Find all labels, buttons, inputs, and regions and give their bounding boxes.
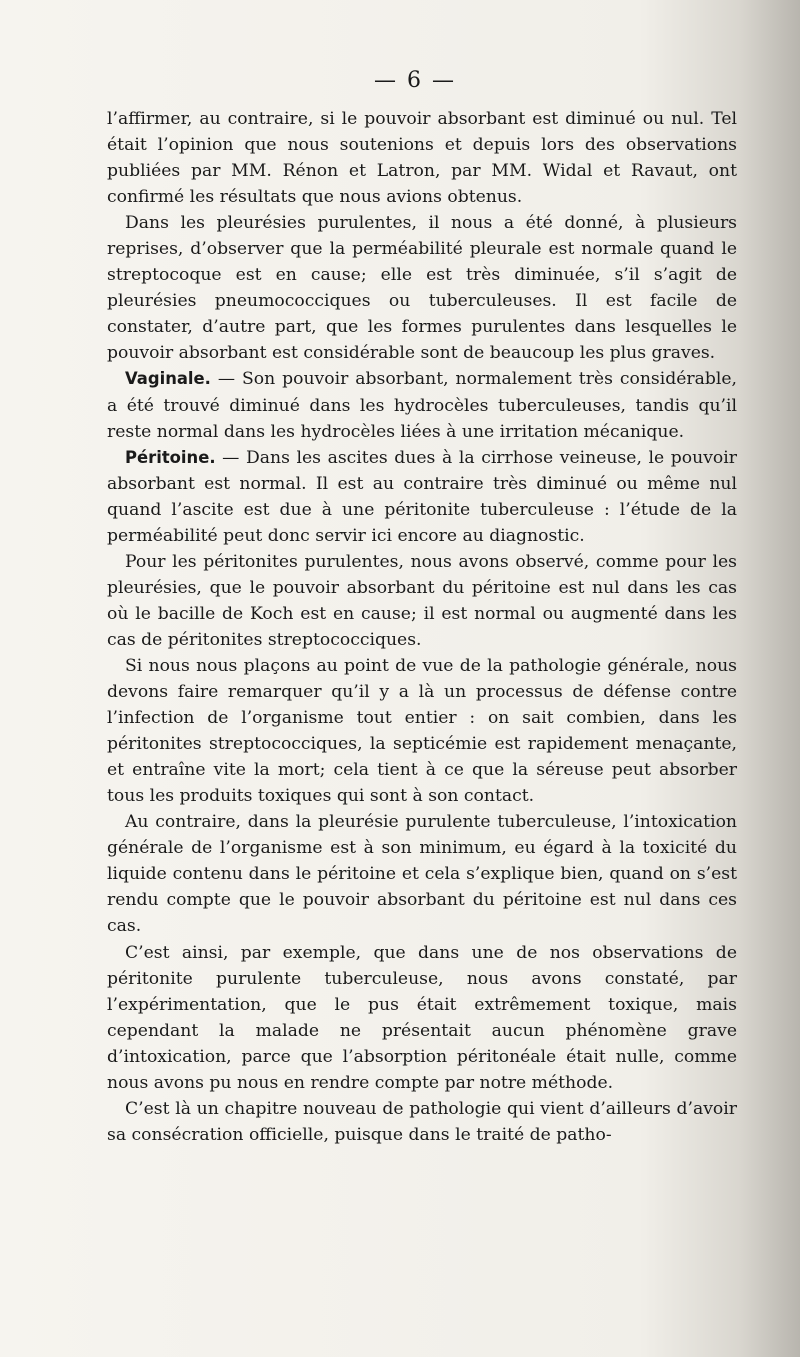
paragraph-text: C’est là un chapitre nouveau de pathologie qui vient d’ailleurs d’avoir sa consécration officielle, puisque dans le traité de patho- xyxy=(107,1098,737,1145)
paragraph-text: Dans les pleurésies purulentes, il nous a été donné, à plusieurs reprises, d’observer que la perméabilité pleurale est normale quand le streptocoque est en cause; elle est très diminuée, s’il s’agit de pleurésies pneumococciques ou tuberculeuses. Il est facile de constater, d’autre part, que les formes purulentes dans lesquelles le pouvoir absorbant est considérable sont de beaucoup les plus graves. xyxy=(107,213,737,364)
page-number: — 6 — xyxy=(374,68,456,93)
paragraph-pathologie-generale xyxy=(107,653,737,809)
section-heading-peritoine: Péritoine. xyxy=(125,447,216,467)
body-text xyxy=(107,106,737,1148)
paragraph-text: — Son pouvoir absorbant, normalement très considérable, a été trouvé diminué dans les hydrocèles tuberculeuses, tandis qu’il reste normal dans les hydrocèles liées à une irritation mécanique. xyxy=(107,369,737,442)
paragraph-exemple xyxy=(107,940,737,1096)
paragraph-text: C’est ainsi, par exemple, que dans une de nos observations de péritonite purulente tuberculeuse, nous avons constaté, par l’expérimentation, que le pus était extrêmement toxique, mais cependant la malade ne présentait aucun phénomène grave d’intoxication, parce que l’absorption péritonéale était nulle, comme nous avons pu nous en rendre compte par notre méthode. xyxy=(107,942,737,1093)
paragraph-text: — Dans les ascites dues à la cirrhose veineuse, le pouvoir absorbant est normal. Il est au contraire très diminué ou même nul quand l’ascite est due à une péritonite tuberculeuse : l’étude de la perméabilité peut donc servir ici encore au diagnostic. xyxy=(107,447,737,546)
paragraph-pleuresies xyxy=(107,210,737,366)
paragraph-text: l’affirmer, au contraire, si le pouvoir absorbant est diminué ou nul. Tel était l’opinion que nous soutenions et depuis lors des observations publiées par MM. Rénon et Latron, par MM. Widal et Ravaut, ont confirmé les résultats que nous avions obtenus. xyxy=(107,109,737,208)
paragraph-text: Pour les péritonites purulentes, nous avons observé, comme pour les pleurésies, que le pouvoir absorbant du péritoine est nul dans les cas où le bacille de Koch est en cause; il est normal ou augmenté dans les cas de péritonites streptococciques. xyxy=(107,551,737,650)
paragraph-text: Au contraire, dans la pleurésie purulente tuberculeuse, l’intoxication générale de l’organisme est à son minimum, eu égard à la toxicité du liquide contenu dans le péritoine et cela s’explique bien, quand on s’est rendu compte que le pouvoir absorbant du péritoine est nul dans ces cas. xyxy=(107,812,737,937)
paragraph-text: Si nous nous plaçons au point de vue de la pathologie générale, nous devons faire remarquer qu’il y a là un processus de défense contre l’infection de l’organisme tout entier : on sait combien, dans les péritonites streptococciques, la septicémie est rapidement menaçante, et entraîne vite la mort; cela tient à ce que la séreuse peut absorber tous les produits toxiques qui sont à son contact. xyxy=(107,655,737,807)
paragraph-vaginale xyxy=(107,366,737,444)
paragraph-continuation xyxy=(107,106,737,210)
paragraph-au-contraire xyxy=(107,809,737,939)
paragraph-peritoine xyxy=(107,445,737,549)
section-heading-vaginale: Vaginale. xyxy=(125,369,211,389)
paragraph-chapitre-nouveau xyxy=(107,1096,737,1148)
paragraph-peritonites-purulentes xyxy=(107,549,737,653)
